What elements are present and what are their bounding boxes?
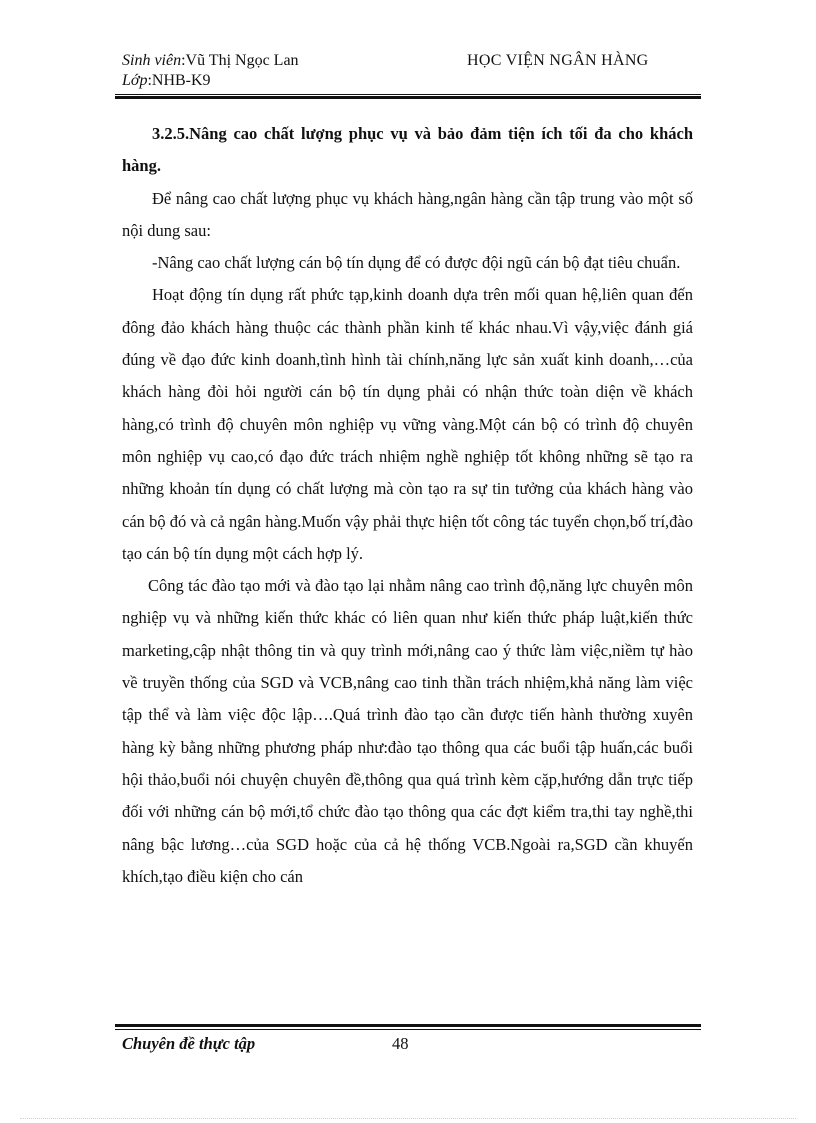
footer-rule-thick (115, 1024, 701, 1027)
page-header (122, 48, 700, 92)
header-rule-thin (115, 94, 701, 95)
student-line (122, 51, 299, 71)
paragraph: -Nâng cao chất lượng cán bộ tín dụng để có được đội ngũ cán bộ đạt tiêu chuẩn. (152, 253, 681, 273)
header-rule-thick (115, 96, 701, 99)
paragraph: Để nâng cao chất lượng phục vụ khách hàng,ngân hàng cần tập trung vào một số nội dung sau: (122, 188, 693, 240)
class-line (122, 71, 299, 91)
section-heading: 3.2.5.Nâng cao chất lượng phục vụ và bảo đảm tiện ích tối đa cho khách hàng. (122, 124, 693, 176)
footer-rule-thin (115, 1029, 701, 1030)
student-name: :Vũ Thị Ngọc Lan (181, 52, 299, 69)
class-value: :NHB-K9 (147, 72, 211, 89)
footer-title: Chuyên đề thực tập (122, 1034, 256, 1053)
page-edge-divider (20, 1118, 796, 1119)
institution-name: HỌC VIỆN NGÂN HÀNG (467, 52, 649, 69)
class-label: Lớp (122, 72, 148, 89)
paragraph: Công tác đào tạo mới và đào tạo lại nhằm nâng cao trình độ,năng lực chuyên môn nghiệp vụ và những kiến thức khác có liên quan như kiến thức pháp luật,kiến thức marketing,cập nhật thông tin và quy trình mới,nâng cao ý thức làm việc,niềm tự hào về truyền thống của SGD và VCB,nâng cao tinh thần trách nhiệm,khả năng làm việc tập thể và làm việc độc lập….Quá trình đào tạo cần được tiến hành thường xuyên hàng kỳ bằng những phương pháp như:đào tạo thông qua các buổi tập huấn,các buổi hội thảo,buổi nói chuyện chuyên đề,thông qua quá trình kèm cặp,hướng dẫn trực tiếp đối với những cán bộ mới,tổ chức đào tạo thông qua các đợt kiểm tra,thi tay nghề,thi nâng bậc lương…của SGD hoặc của cả hệ thống VCB.Ngoài ra,SGD cần khuyến khích,tạo điều kiện cho cán (122, 576, 693, 886)
student-label: Sinh viên (122, 52, 182, 69)
paragraph: Hoạt động tín dụng rất phức tạp,kinh doanh dựa trên mối quan hệ,liên quan đến đông đảo khách hàng thuộc các thành phần kinh tế khác nhau.Vì vậy,việc đánh giá đúng về đạo đức kinh doanh,tình hình tài chính,năng lực sản xuất kinh doanh,…của khách hàng đòi hỏi người cán bộ tín dụng phải có nhận thức toàn diện về khách hàng,có trình độ chuyên môn nghiệp vụ vững vàng.Một cán bộ có trình độ chuyên môn nghiệp vụ cao,có đạo đức trách nhiệm nghề nghiệp tốt không những sẽ tạo ra những khoản tín dụng có chất lượng mà còn tạo ra sự tin tưởng của khách hàng vào cán bộ đó và cả ngân hàng.Muốn vậy phải thực hiện tốt công tác tuyển chọn,bố trí,đào tạo cán bộ tín dụng một cách hợp lý. (122, 285, 693, 563)
student-info (122, 51, 299, 91)
page-body (122, 118, 693, 893)
page-number: 48 (392, 1034, 409, 1053)
